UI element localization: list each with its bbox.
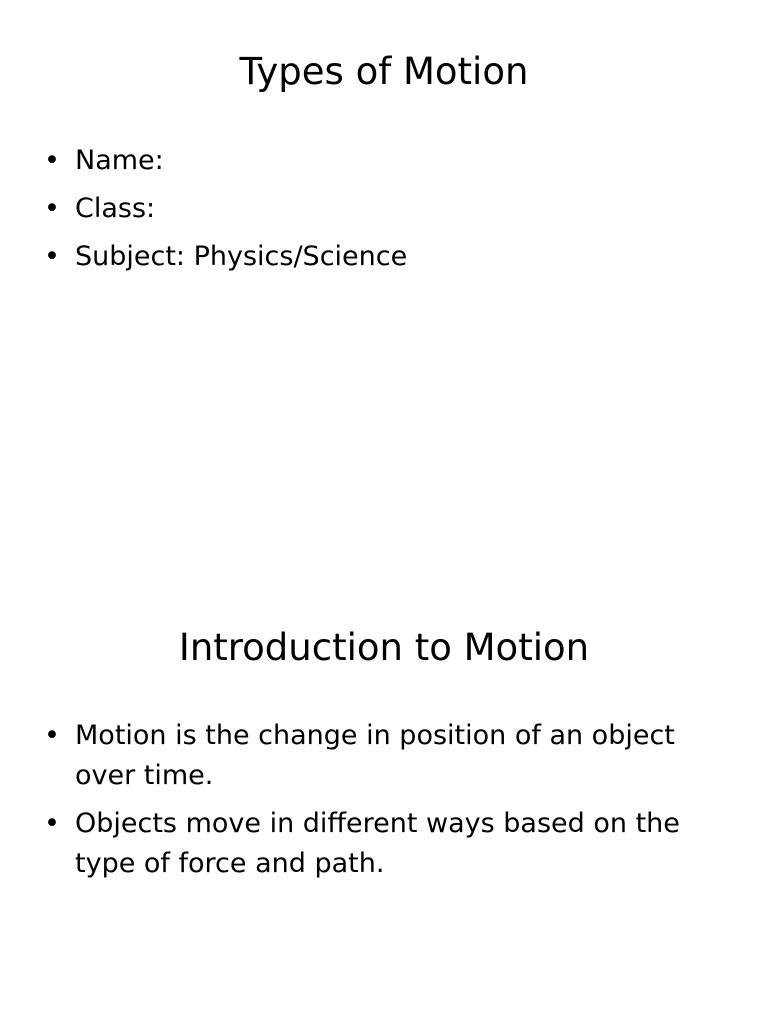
bullet-item-ways: [44, 804, 708, 884]
bullet-list: [44, 716, 708, 892]
bullet-text: Name:: [75, 145, 164, 176]
slide-2: [0, 576, 768, 1024]
bullet-text: Objects move in different ways based on the type of force and path.: [75, 808, 680, 879]
bullet-text: Motion is the change in position of an object over time.: [75, 720, 675, 791]
bullet-icon: •: [44, 241, 60, 272]
bullet-item-subject: [44, 237, 708, 277]
slide-title: Types of Motion: [239, 50, 529, 93]
bullet-item-class: [44, 189, 708, 229]
bullet-icon: •: [44, 145, 60, 176]
bullet-icon: •: [44, 720, 60, 751]
slide-title: Introduction to Motion: [178, 626, 590, 669]
bullet-list: [44, 141, 708, 285]
bullet-text: Class:: [75, 193, 156, 224]
bullet-item-name: [44, 141, 708, 181]
bullet-item-definition: [44, 716, 708, 796]
bullet-text: Subject: Physics/Science: [75, 241, 408, 272]
bullet-icon: •: [44, 808, 60, 839]
bullet-icon: •: [44, 193, 60, 224]
